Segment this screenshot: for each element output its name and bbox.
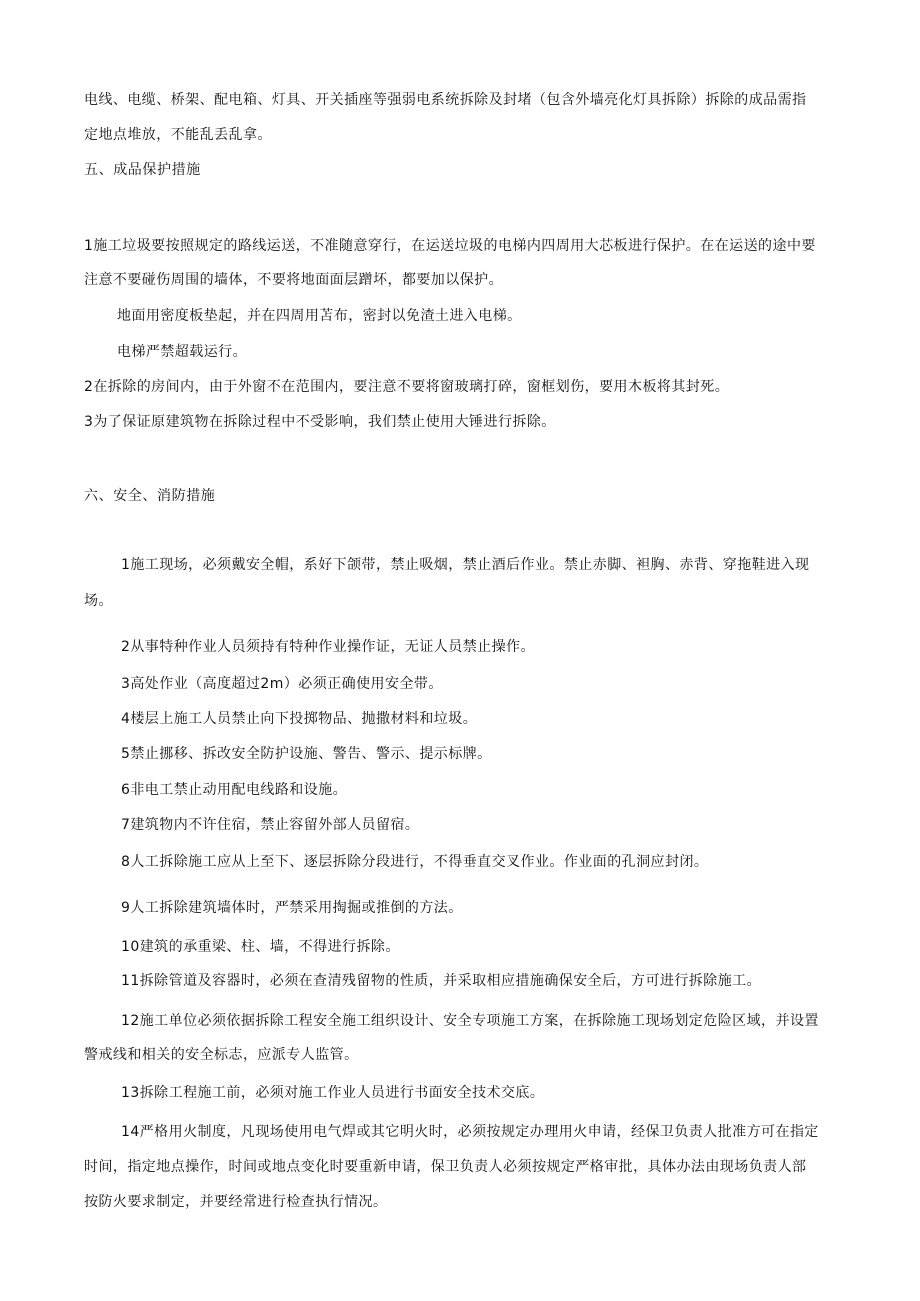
s5-item2: 2在拆除的房间内，由于外窗不在范围内，要注意不要将窗玻璃打碎，窗框划伤，要用木板将其封死。 — [84, 379, 730, 395]
s6-item3: 3高处作业（高度超过2m）必须正确使用安全带。 — [121, 676, 443, 692]
s6-item10: 10建筑的承重梁、柱、墙，不得进行拆除。 — [121, 939, 400, 955]
s5-sub-item-floor: 地面用密度板垫起，并在四周用苫布，密封以免渣土进入电梯。 — [117, 308, 522, 324]
paragraph-electrical-line1: 电线、电缆、桥架、配电箱、灯具、开关插座等强弱电系统拆除及封堵（包含外墙亮化灯具拆除）拆除的成品需指 — [84, 92, 807, 108]
section-title-finished-product-protection: 五、成品保护措施 — [84, 162, 201, 178]
s6-item14-line3: 按防火要求制定，并要经常进行检查执行情况。 — [84, 1194, 388, 1210]
s6-item2: 2从事特种作业人员须持有特种作业操作证，无证人员禁止操作。 — [121, 639, 535, 655]
s6-item4: 4楼层上施工人员禁止向下投掷物品、抛撒材料和垃圾。 — [121, 711, 478, 727]
s5-item1-line2: 注意不要碰伤周围的墙体，不要将地面面层蹭坏，都要加以保护。 — [84, 272, 504, 288]
s5-sub-item-elevator: 电梯严禁超载运行。 — [117, 344, 248, 360]
s6-item5: 5禁止挪移、拆改安全防护设施、警告、警示、提示标牌。 — [121, 746, 492, 762]
s6-item13: 13拆除工程施工前，必须对施工作业人员进行书面安全技术交底。 — [121, 1085, 545, 1101]
paragraph-electrical-line2: 定地点堆放，不能乱丢乱拿。 — [84, 127, 272, 143]
s6-item8: 8人工拆除施工应从上至下、逐层拆除分段进行，不得垂直交叉作业。作业面的孔洞应封闭。 — [121, 854, 709, 870]
section-title-safety-fire: 六、安全、消防措施 — [84, 488, 216, 504]
s6-item12-line1: 12施工单位必须依据拆除工程安全施工组织设计、安全专项施工方案，在拆除施工现场划定危险区域，并设置 — [121, 1013, 819, 1029]
s6-item9: 9人工拆除建筑墙体时，严禁采用掏掘或推倒的方法。 — [121, 900, 463, 916]
s6-item11: 11拆除管道及容器时，必须在查清残留物的性质，并采取相应措施确保安全后，方可进行拆除施工。 — [121, 973, 762, 989]
s6-item1-line1: 1施工现场，必须戴安全帽，系好下颌带，禁止吸烟，禁止酒后作业。禁止赤脚、袒胸、赤背、穿拖鞋进入现 — [121, 557, 810, 573]
s6-item14-line1: 14严格用火制度，凡现场使用电气焊或其它明火时，必须按规定办理用火申请，经保卫负责人批准方可在指定 — [121, 1124, 819, 1140]
s6-item1-line2: 场。 — [84, 593, 113, 609]
s6-item14-line2: 时间，指定地点操作，时间或地点变化时要重新申请，保卫负责人必须按规定严格审批，具体办法由现场负责人部 — [84, 1159, 807, 1175]
s5-item3: 3为了保证原建筑物在拆除过程中不受影响，我们禁止使用大锤进行拆除。 — [84, 414, 556, 430]
s6-item7: 7建筑物内不许住宿，禁止容留外部人员留宿。 — [121, 817, 420, 833]
s5-item1-line1: 1施工垃圾要按照规定的路线运送，不准随意穿行，在运送垃圾的电梯内四周用大芯板进行保护。在在运送的途中要 — [84, 238, 816, 254]
s6-item12-line2: 警戒线和相关的安全标志，应派专人监管。 — [84, 1047, 359, 1063]
s6-item6: 6非电工禁止动用配电线路和设施。 — [121, 782, 348, 798]
